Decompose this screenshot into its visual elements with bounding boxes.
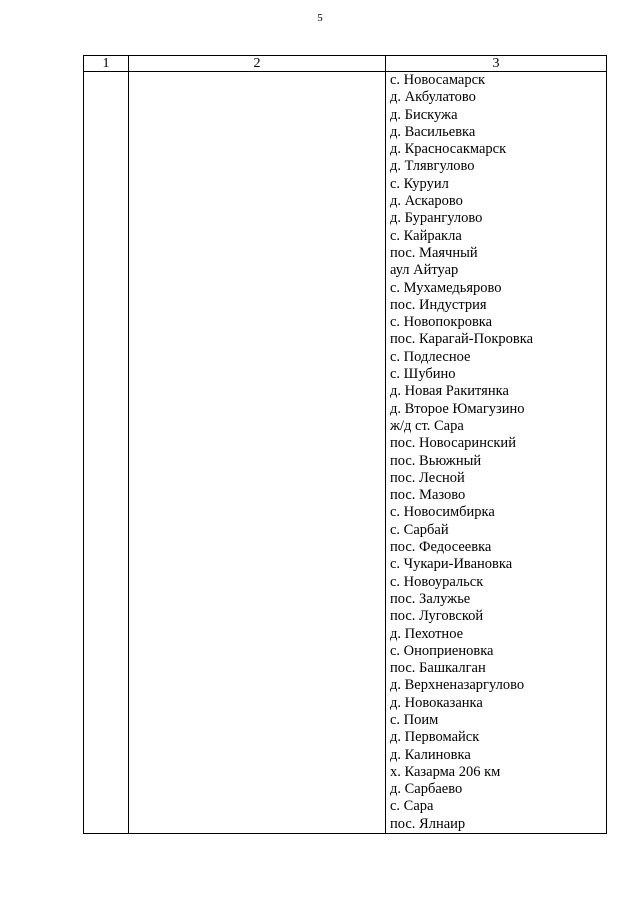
cell-col-2 [129, 72, 386, 834]
cell-col-1 [84, 72, 129, 834]
list-item: д. Бурангулово [390, 210, 483, 227]
list-item: с. Мухамедьярово [390, 279, 502, 296]
list-item: д. Пехотное [390, 625, 464, 642]
list-item: пос. Лесной [390, 469, 465, 486]
list-item: пос. Мазово [390, 487, 466, 504]
list-item: пос. Залужье [390, 590, 471, 607]
list-item: ж/д ст. Сара [390, 417, 464, 434]
list-item: д. Тлявгулово [390, 158, 475, 175]
list-item: д. Второе Юмагузино [390, 400, 525, 417]
list-item: д. Верхненазаргулово [390, 677, 525, 694]
list-item: пос. Башкалган [390, 660, 486, 677]
settlements-table [83, 55, 607, 834]
list-item: с. Сара [390, 798, 434, 815]
table-header-row [84, 56, 607, 72]
list-item: с. Подлесное [390, 348, 471, 365]
column-header-1: 1 [84, 56, 129, 72]
list-item: пос. Новосаринский [390, 435, 516, 452]
list-item: с. Новосимбирка [390, 504, 495, 521]
list-item: д. Васильевка [390, 123, 476, 140]
list-item: д. Калиновка [390, 746, 471, 763]
list-item: с. Куруил [390, 175, 449, 192]
list-item: с. Новоуральск [390, 573, 484, 590]
list-item: аул Айтуар [390, 262, 459, 279]
list-item: с. Шубино [390, 366, 456, 383]
list-item: с. Сарбай [390, 521, 449, 538]
table-row [84, 72, 607, 834]
list-item: д. Сарбаево [390, 781, 463, 798]
list-item: д. Бискужа [390, 106, 458, 123]
list-item: д. Первомайск [390, 729, 480, 746]
page-number: 5 [317, 12, 323, 24]
list-item: д. Новая Ракитянка [390, 383, 509, 400]
list-item: с. Чукари-Ивановка [390, 556, 513, 573]
list-item: с. Новосамарск [390, 72, 486, 88]
list-item: х. Казарма 206 км [390, 763, 501, 780]
list-item: пос. Маячный [390, 244, 478, 261]
list-item: пос. Карагай-Покровка [390, 331, 534, 348]
column-header-3: 3 [386, 56, 607, 72]
settlement-list [386, 72, 606, 833]
list-item: д. Акбулатово [390, 89, 476, 106]
list-item: пос. Луговской [390, 608, 484, 625]
list-item: с. Поим [390, 711, 439, 728]
list-item: пос. Федосеевка [390, 539, 492, 556]
list-item: д. Новоказанка [390, 694, 483, 711]
list-item: с. Новопокровка [390, 314, 493, 331]
list-item: д. Аскарово [390, 193, 463, 210]
column-header-2: 2 [129, 56, 386, 72]
list-item: с. Кайракла [390, 227, 462, 244]
list-item: пос. Индустрия [390, 296, 487, 313]
cell-col-3 [386, 72, 607, 834]
list-item: с. Оноприеновка [390, 642, 494, 659]
list-item: пос. Ялнаир [390, 815, 466, 832]
list-item: пос. Вьюжный [390, 452, 482, 469]
list-item: д. Красносакмарск [390, 141, 507, 158]
